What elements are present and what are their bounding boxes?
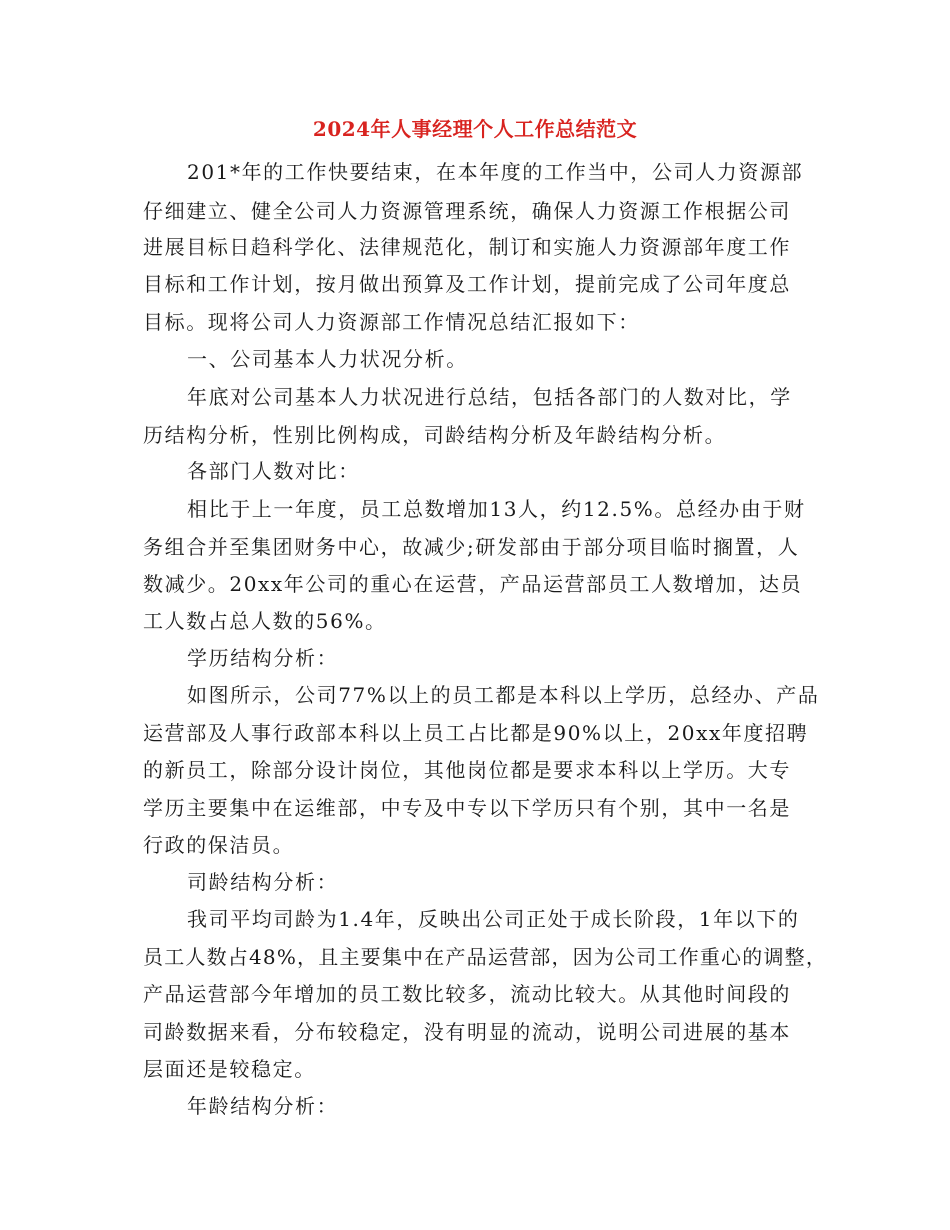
paragraph-line: 产品运营部今年增加的员工数比较多，流动比较大。从其他时间段的 <box>143 982 791 1006</box>
paragraph-line: 员工人数占48%，且主要集中在产品运营部，因为公司工作重心的调整， <box>143 945 828 969</box>
paragraph-line: 工人数占总人数的56%。 <box>143 609 387 633</box>
document-title: 2024年人事经理个人工作总结范文 <box>312 117 638 141</box>
paragraph-line: 进展目标日趋科学化、法律规范化，制订和实施人力资源部年度工作 <box>143 235 791 259</box>
paragraph-line: 相比于上一年度，员工总数增加13人，约12.5%。总经办由于财 <box>187 497 806 521</box>
paragraph-line: 我司平均司龄为1.4年，反映出公司正处于成长阶段，1年以下的 <box>187 907 800 931</box>
paragraph-line: 如图所示，公司77%以上的员工都是本科以上学历，总经办、产品 <box>187 683 820 707</box>
paragraph-line: 层面还是较稳定。 <box>143 1057 316 1081</box>
paragraph-line: 司龄数据来看，分布较稳定，没有明显的流动，说明公司进展的基本 <box>143 1020 791 1044</box>
paragraph-line: 年底对公司基本人力状况进行总结，包括各部门的人数对比，学 <box>187 385 792 409</box>
paragraph-line: 运营部及人事行政部本科以上员工占比都是90%以上，20xx年度招聘 <box>143 721 809 745</box>
section-heading: 一、公司基本人力状况分析。 <box>187 347 468 371</box>
paragraph-line: 数减少。20xx年公司的重心在运营，产品运营部员工人数增加，达员 <box>143 572 803 596</box>
subheading: 年龄结构分析： <box>187 1094 339 1118</box>
paragraph-line: 目标。现将公司人力资源部工作情况总结汇报如下： <box>143 310 640 334</box>
paragraph-line: 务组合并至集团财务中心，故减少;研发部由于部分项目临时搁置，人 <box>143 535 800 559</box>
subheading: 学历结构分析： <box>187 646 339 670</box>
paragraph-line: 目标和工作计划，按月做出预算及工作计划，提前完成了公司年度总 <box>143 272 791 296</box>
paragraph-line: 学历主要集中在运维部，中专及中专以下学历只有个别，其中一名是 <box>143 796 791 820</box>
paragraph-line: 行政的保洁员。 <box>143 833 295 857</box>
subheading: 司龄结构分析： <box>187 870 339 894</box>
paragraph-line: 仔细建立、健全公司人力资源管理系统，确保人力资源工作根据公司 <box>143 199 791 223</box>
paragraph-line: 历结构分析，性别比例构成，司龄结构分析及年龄结构分析。 <box>143 423 727 447</box>
paragraph-line: 的新员工，除部分设计岗位，其他岗位都是要求本科以上学历。大专 <box>143 758 791 782</box>
subheading: 各部门人数对比： <box>187 459 360 483</box>
paragraph-line: 201*年的工作快要结束，在本年度的工作当中，公司人力资源部 <box>187 160 804 184</box>
